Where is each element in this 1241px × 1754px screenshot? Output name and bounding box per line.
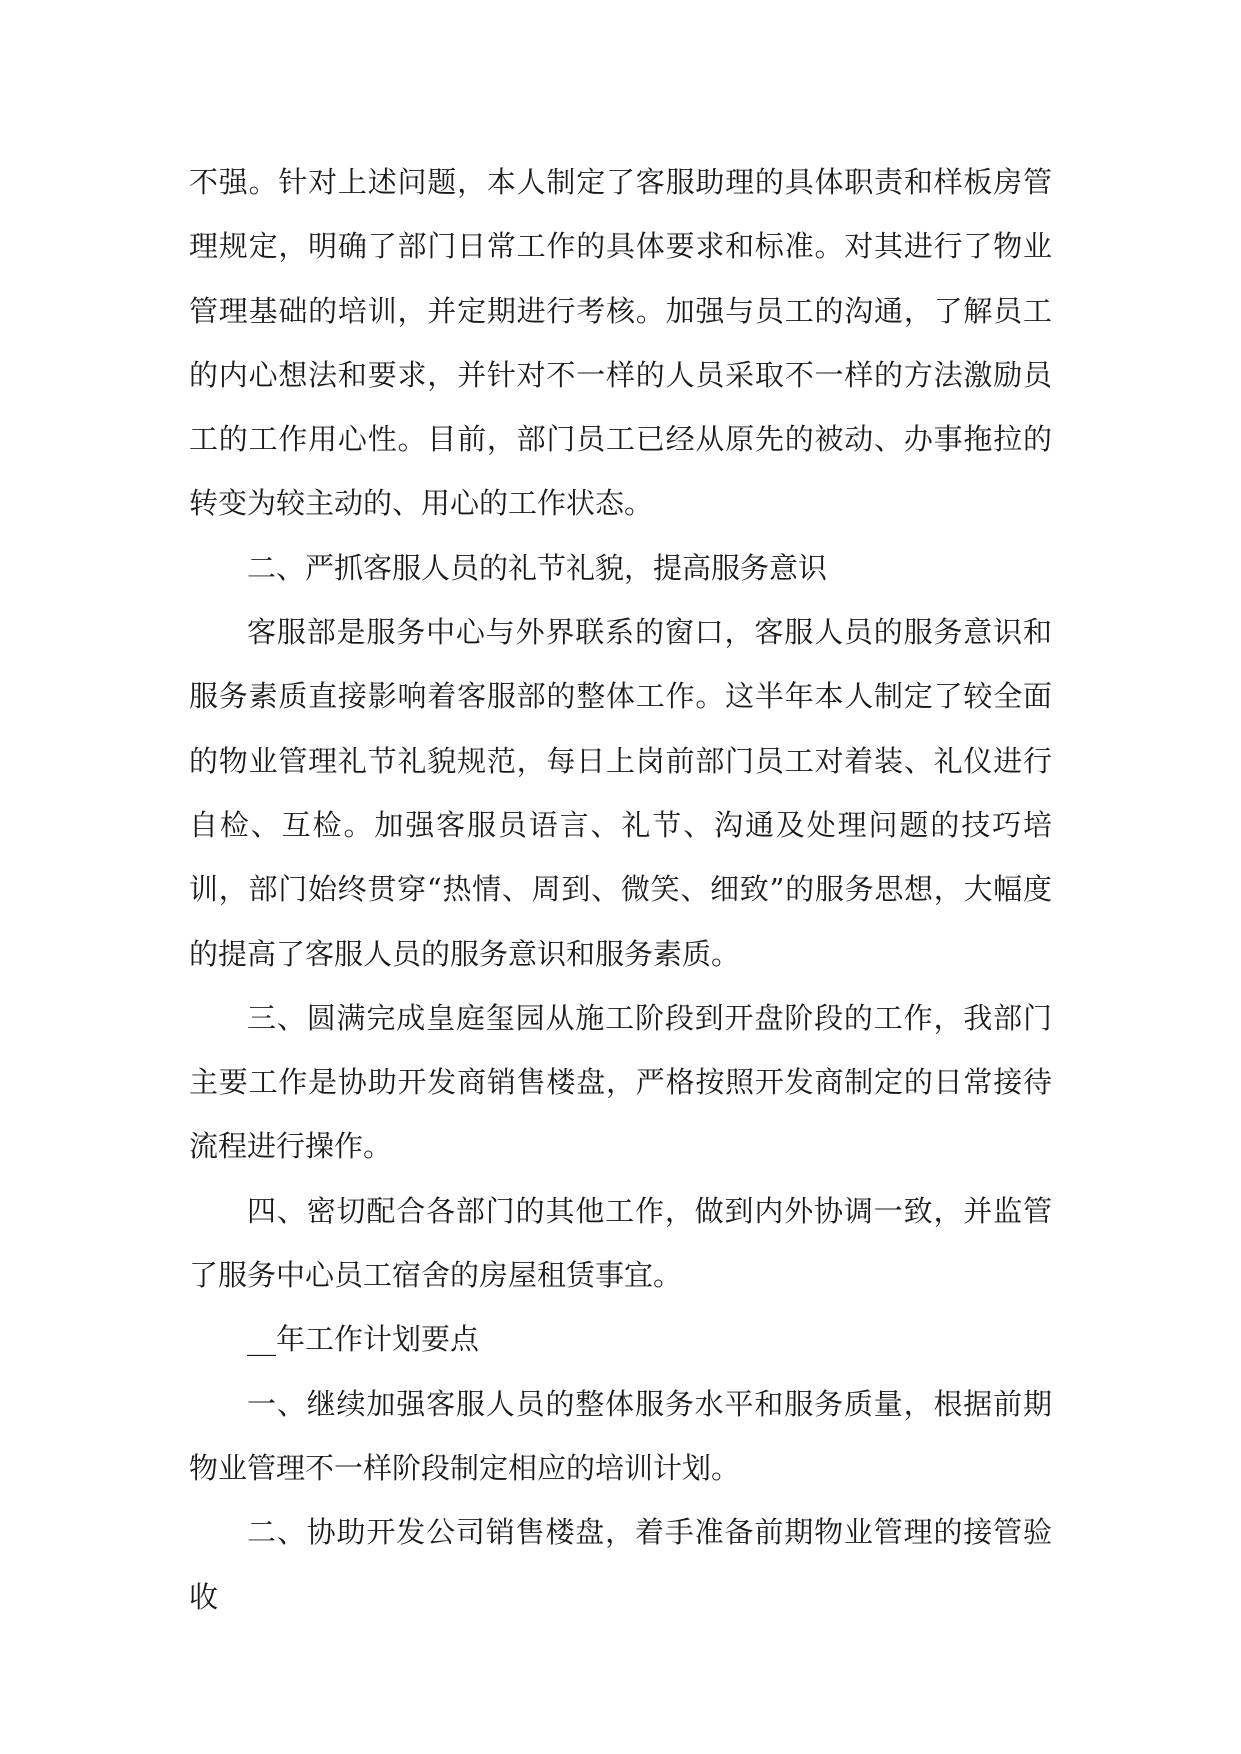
document-body (189, 150, 1052, 1629)
paragraph-service-etiquette: 客服部是服务中心与外界联系的窗口，客服人员的服务意识和服务素质直接影响着客服部的整体工作。这半年本人制定了较全面的物业管理礼节礼貌规范，每日上岗前部门员工对着装、礼仪进行自检、互检。加强客服员语言、礼节、沟通及处理问题的技巧培训，部门始终贯穿“热情、周到、微笑、细致”的服务思想，大幅度的提高了客服人员的服务意识和服务素质。 (189, 615, 1052, 971)
section-item-3: 三、圆满完成皇庭玺园从施工阶段到开盘阶段的工作，我部门主要工作是协助开发商销售楼盘，严格按照开发商制定的日常接待流程进行操作。 (189, 1000, 1052, 1164)
work-plan-heading: __年工作计划要点 (247, 1322, 480, 1357)
section-item-4: 四、密切配合各部门的其他工作，做到内外协调一致，并监管了服务中心员工宿舍的房屋租赁事宜。 (189, 1193, 1052, 1293)
section-heading-2: 二、严抓客服人员的礼节礼貌，提高服务意识 (247, 550, 828, 585)
paragraph-continuation: 不强。针对上述问题，本人制定了客服助理的具体职责和样板房管理规定，明确了部门日常工作的具体要求和标准。对其进行了物业管理基础的培训，并定期进行考核。加强与员工的沟通，了解员工的内心想法和要求，并针对不一样的人员采取不一样的方法激励员工的工作用心性。目前，部门员工已经从原先的被动、办事拖拉的转变为较主动的、用心的工作状态。 (189, 165, 1052, 521)
plan-item-2: 二、协助开发公司销售楼盘，着手准备前期物业管理的接管验收 (189, 1515, 1052, 1614)
plan-item-1: 一、继续加强客服人员的整体服务水平和服务质量，根据前期物业管理不一样阶段制定相应的培训计划。 (189, 1386, 1052, 1485)
